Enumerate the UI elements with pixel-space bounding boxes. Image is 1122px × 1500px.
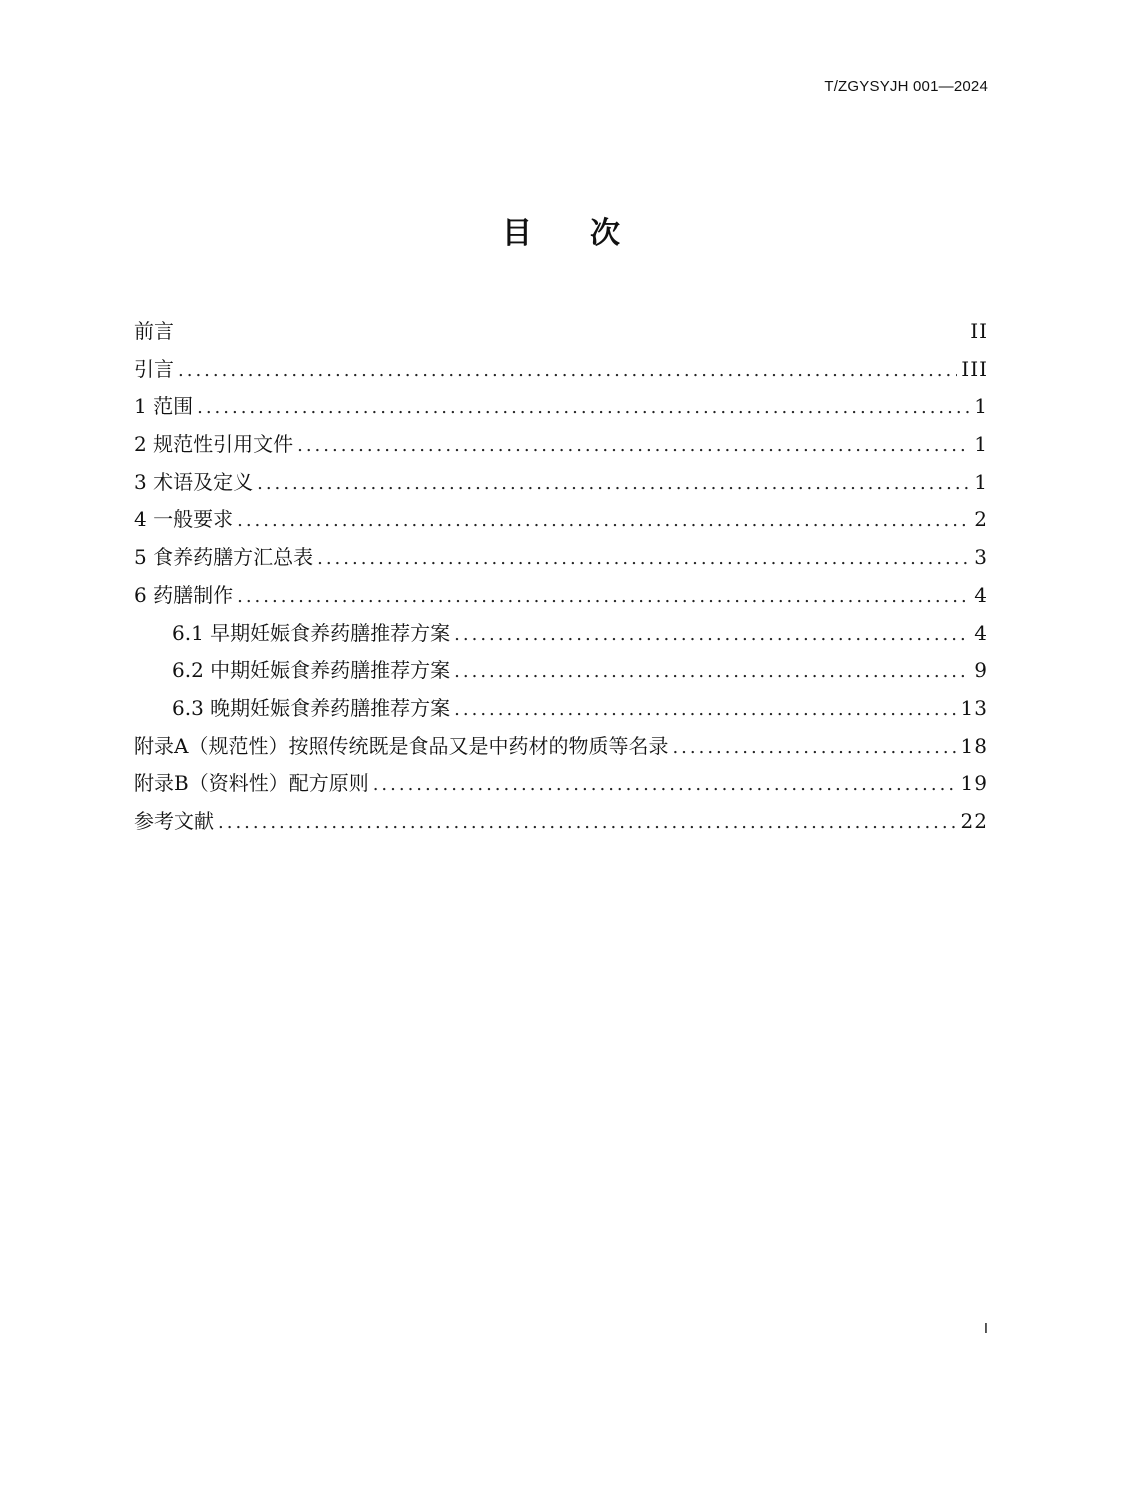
toc-entry-label: 附录A（规范性）按照传统既是食品又是中药材的物质等名录 <box>134 733 669 758</box>
page-title: 目次 <box>502 216 678 251</box>
toc-entry-page: 4 <box>974 582 988 607</box>
toc-entry[interactable] <box>134 728 988 766</box>
document-code: T/ZGYSYJH 001—2024 <box>824 78 988 95</box>
toc-entry-page: 1 <box>974 469 988 494</box>
toc-entry-label: 6.1 早期妊娠食养药膳推荐方案 <box>172 620 451 645</box>
toc-entry-label: 6.3 晚期妊娠食养药膳推荐方案 <box>172 695 451 720</box>
toc-entry[interactable] <box>134 388 988 426</box>
toc-entry-page: 3 <box>974 545 988 570</box>
toc-entry-label: 5 食养药膳方汇总表 <box>134 545 314 570</box>
toc-entry-page: 1 <box>974 432 988 457</box>
toc-entry-label: 6 药膳制作 <box>134 582 234 607</box>
toc-entry[interactable] <box>134 690 988 728</box>
toc-dot-leader <box>237 578 970 616</box>
toc-dot-leader <box>237 502 970 540</box>
toc-entry-label: 6.2 中期妊娠食养药膳推荐方案 <box>172 658 451 683</box>
toc-entry[interactable] <box>134 464 988 502</box>
toc-entry[interactable] <box>134 577 988 615</box>
toc-dot-leader <box>672 729 956 767</box>
toc-entry-page: II <box>970 319 988 343</box>
toc-entry-page: 22 <box>960 808 988 833</box>
toc-entry[interactable] <box>134 652 988 690</box>
toc-dot-leader <box>373 766 957 804</box>
toc-entry[interactable] <box>134 313 988 351</box>
table-of-contents <box>134 313 988 841</box>
toc-dot-leader <box>257 465 970 503</box>
toc-dot-leader <box>178 352 957 390</box>
toc-entry-page: 9 <box>974 658 988 683</box>
toc-entry-label: 4 一般要求 <box>134 507 234 532</box>
toc-dot-leader <box>297 427 970 465</box>
toc-dot-leader <box>454 691 956 729</box>
toc-entry-label: 前言 <box>134 319 174 343</box>
toc-entry[interactable] <box>134 765 988 803</box>
toc-dot-leader <box>454 653 970 691</box>
toc-entry[interactable] <box>134 539 988 577</box>
toc-entry[interactable] <box>134 615 988 653</box>
toc-dot-leader <box>218 804 957 842</box>
toc-entry[interactable] <box>134 351 988 389</box>
toc-entry-label: 3 术语及定义 <box>134 469 254 494</box>
toc-entry-page: 2 <box>974 507 988 532</box>
toc-entry-page: III <box>961 356 988 381</box>
toc-entry-page: 1 <box>974 394 988 419</box>
toc-entry-page: 18 <box>960 733 988 758</box>
toc-entry-label: 引言 <box>134 356 174 381</box>
toc-entry-label: 2 规范性引用文件 <box>134 432 294 457</box>
toc-dot-leader <box>454 616 970 654</box>
toc-entry-page: 4 <box>974 620 988 645</box>
toc-entry[interactable] <box>134 803 988 841</box>
toc-dot-leader <box>197 389 970 427</box>
toc-entry-label: 参考文献 <box>134 808 214 833</box>
toc-entry-label: 附录B（资料性）配方原则 <box>134 771 369 796</box>
toc-entry-label: 1 范围 <box>134 394 194 419</box>
toc-entry[interactable] <box>134 426 988 464</box>
toc-entry[interactable] <box>134 501 988 539</box>
toc-entry-page: 13 <box>960 695 988 720</box>
toc-entry-page: 19 <box>960 771 988 796</box>
toc-dot-leader <box>317 540 970 578</box>
page-number: I <box>983 1320 988 1337</box>
